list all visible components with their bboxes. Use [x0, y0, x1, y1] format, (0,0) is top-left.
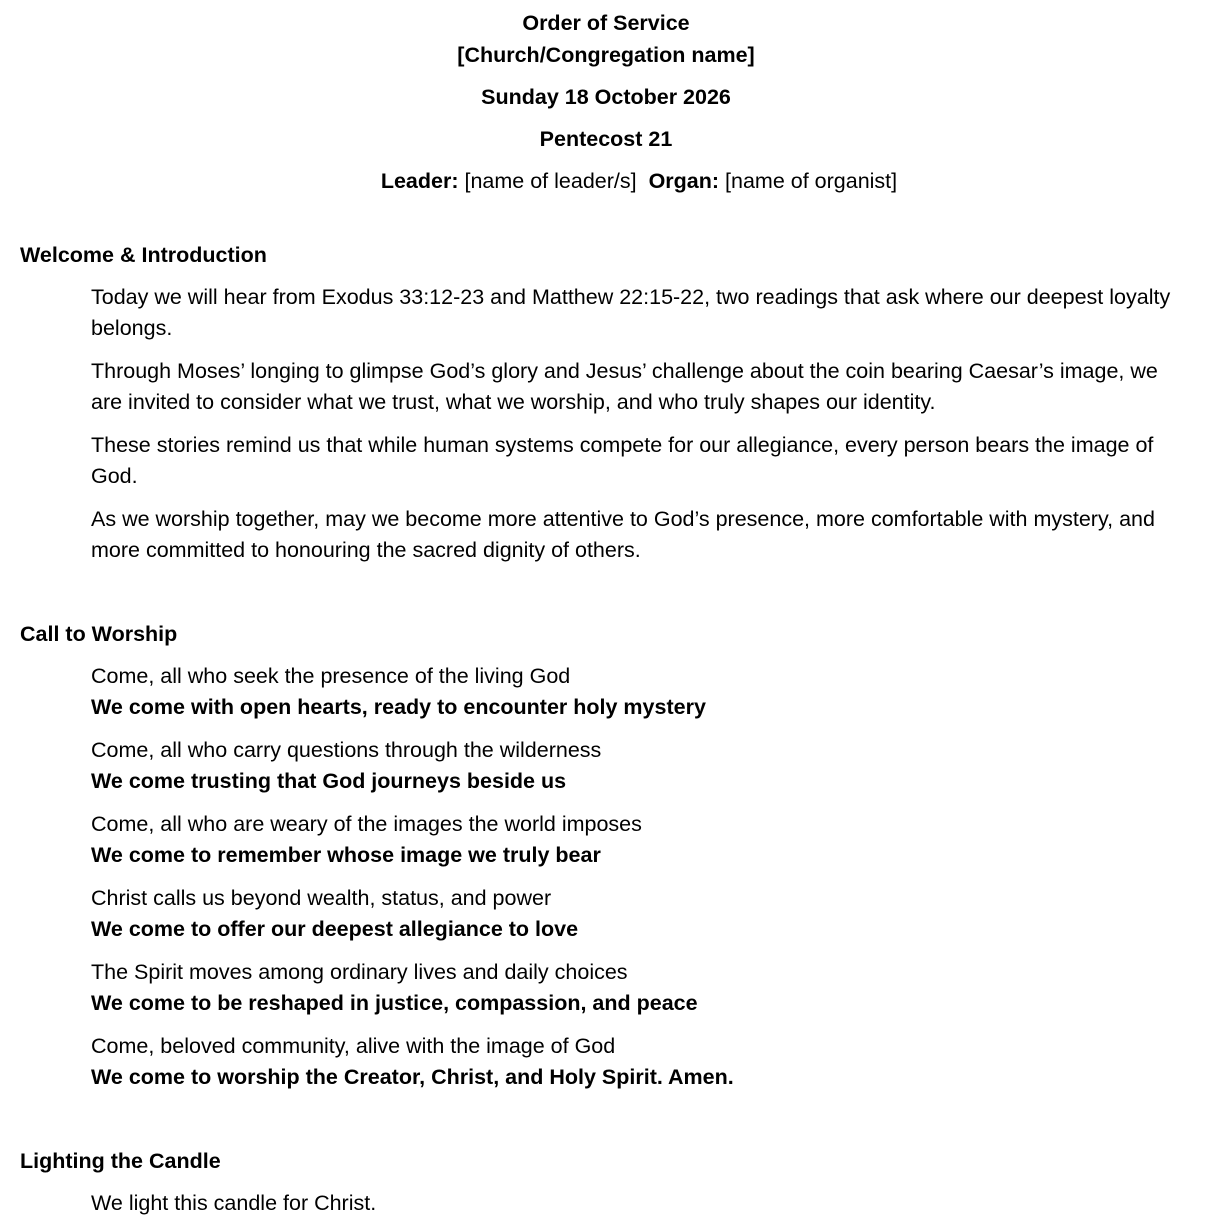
people-response: We come to be reshaped in justice, compassion, and peace [91, 991, 698, 1015]
people-response: We come to remember whose image we truly bear [91, 843, 601, 867]
welcome-paragraph-2: Through Moses’ longing to glimpse God’s glory and Jesus’ challenge about the coin bearing Caesar’s image, we are invited to consider what we trust, what we worship, and who truly shapes our identity. [91, 359, 1158, 414]
response-pair-2 [91, 735, 1191, 797]
call-to-worship-heading: Call to Worship [20, 622, 178, 646]
people-response: We come with open hearts, ready to encounter holy mystery [91, 695, 706, 719]
leader-line: Come, beloved community, alive with the image of God [91, 1034, 616, 1058]
response-pair-6 [91, 1031, 1191, 1093]
lighting-candle-section [91, 1188, 1191, 1231]
call-to-worship-section [91, 661, 1191, 1105]
response-pair-1 [91, 661, 1191, 723]
people-response: We come trusting that God journeys beside us [91, 769, 567, 793]
leader-label: Leader: [380, 169, 459, 193]
service-date: Sunday 18 October 2026 [481, 85, 731, 109]
leader-line: Christ calls us beyond wealth, status, and power [91, 886, 552, 910]
leader-line: Come, all who are weary of the images the world imposes [91, 812, 642, 836]
welcome-section [91, 282, 1191, 578]
liturgical-season: Pentecost 21 [539, 127, 673, 151]
people-response: We come to offer our deepest allegiance to love [91, 917, 579, 941]
leader-line: Come, all who carry questions through the wilderness [91, 738, 602, 762]
response-pair-3 [91, 809, 1191, 871]
leader-line: The Spirit moves among ordinary lives and daily choices [91, 960, 628, 984]
leader-line: Come, all who seek the presence of the living God [91, 664, 571, 688]
welcome-paragraph-3: These stories remind us that while human systems compete for our allegiance, every person bears the image of God. [91, 433, 1154, 488]
leader-organ-line [0, 166, 1212, 197]
welcome-paragraph-1: Today we will hear from Exodus 33:12-23 and Matthew 22:15-22, two readings that ask where our deepest loyalty belongs. [91, 285, 1171, 340]
lighting-candle-heading: Lighting the Candle [20, 1149, 221, 1173]
organ-value: [name of organist] [725, 169, 898, 193]
people-response: We come to worship the Creator, Christ, and Holy Spirit. Amen. [91, 1065, 734, 1089]
response-pair-5 [91, 957, 1191, 1019]
leader-value: [name of leader/s] [464, 169, 637, 193]
candle-first-line: We light this candle for Christ. [91, 1191, 377, 1215]
welcome-heading: Welcome & Introduction [20, 243, 267, 267]
document-title: Order of Service [522, 11, 690, 35]
congregation-name: [Church/Congregation name] [457, 43, 755, 67]
welcome-paragraph-4: As we worship together, may we become more attentive to God’s presence, more comfortable with mystery, and more committed to honouring the sacred dignity of others. [91, 507, 1155, 562]
response-pair-4 [91, 883, 1191, 945]
organ-label: Organ: [648, 169, 720, 193]
